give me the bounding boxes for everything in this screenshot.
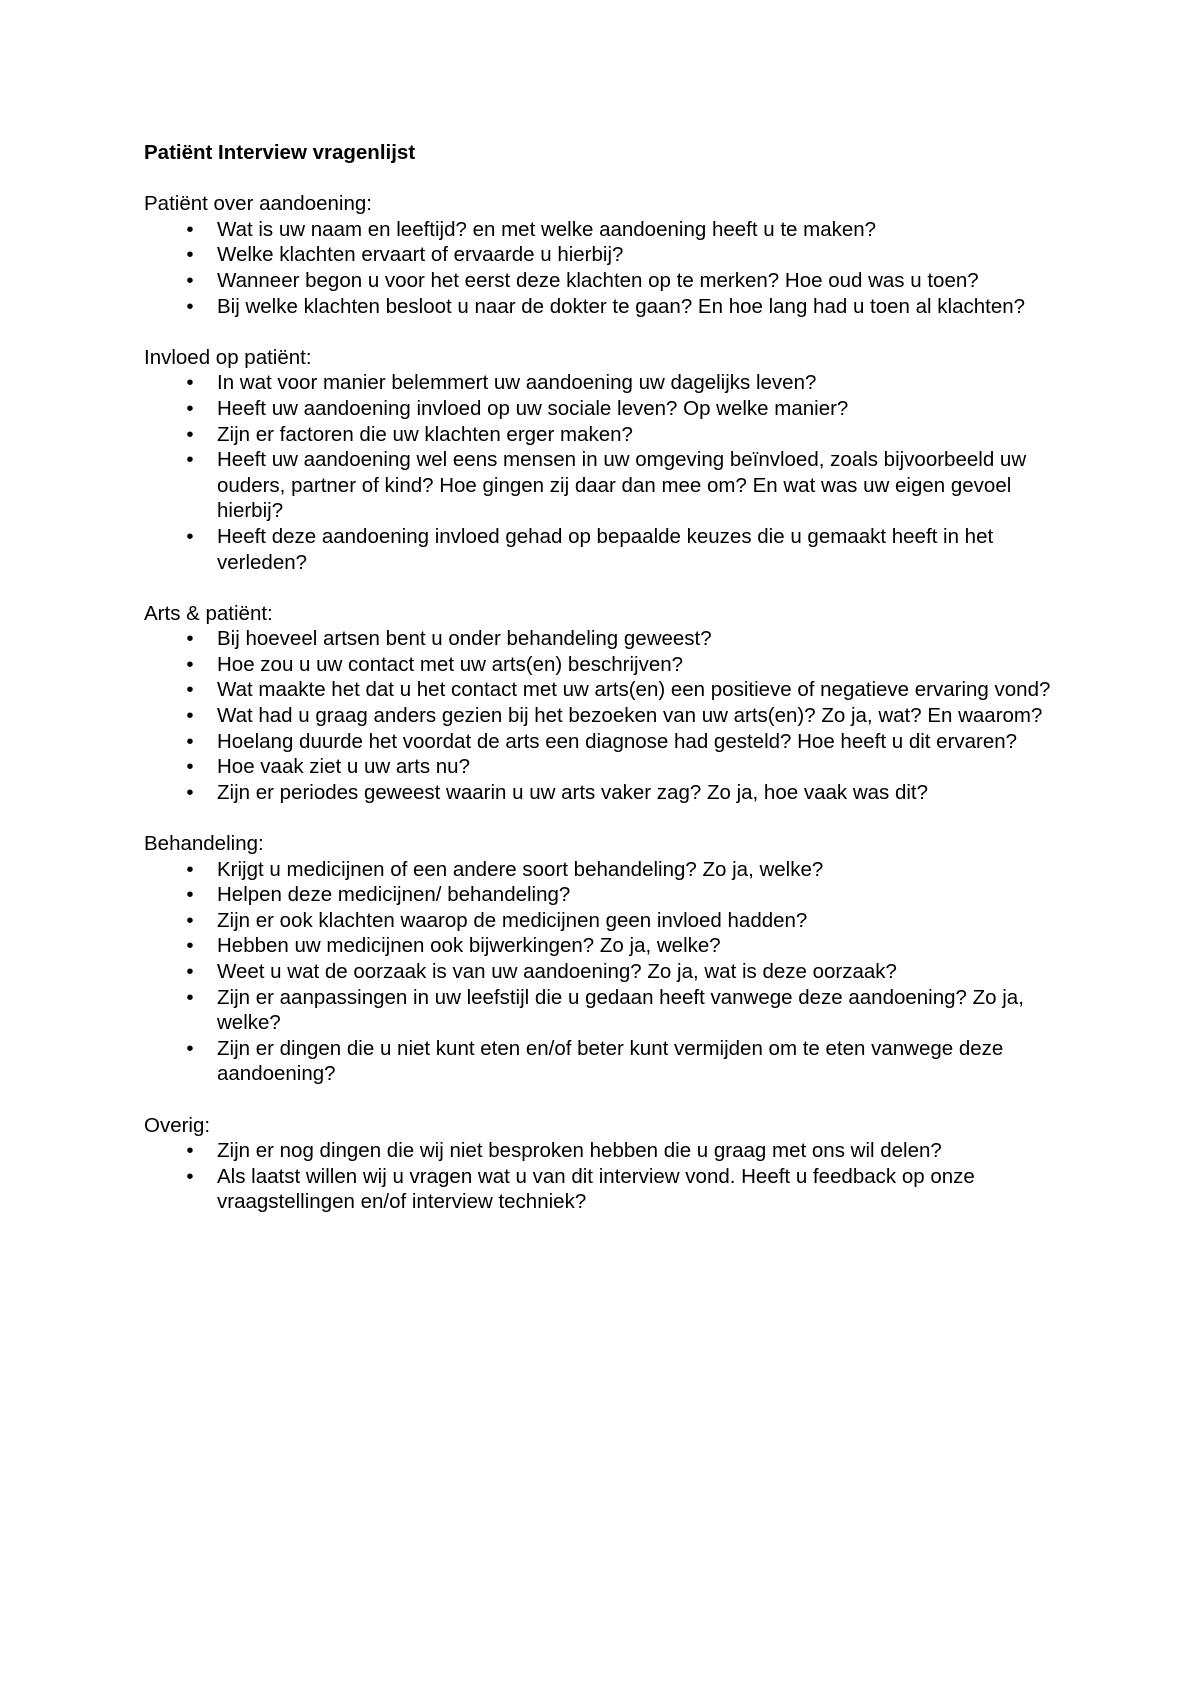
section (144, 345, 1064, 575)
question-item (144, 217, 1064, 243)
bullet-icon: • (186, 268, 194, 292)
bullet-icon: • (186, 729, 194, 753)
bullet-icon: • (186, 908, 194, 932)
question-item (144, 1164, 1064, 1215)
section-heading: Patiënt over aandoening: (144, 192, 372, 216)
question-item (144, 396, 1064, 422)
question-item (144, 729, 1064, 755)
question-text: Welke klachten ervaart of ervaarde u hierbij? (217, 243, 624, 267)
question-item (144, 652, 1064, 678)
bullet-icon: • (186, 960, 194, 983)
question-text: Heeft uw aandoening invloed op uw sociale leven? Op welke manier? (217, 396, 849, 420)
question-text: Heeft deze aandoening invloed gehad op bepaalde keuzes die u gemaakt heeft in het verleden? (217, 524, 994, 574)
question-item (144, 959, 1064, 985)
bullet-icon: • (186, 422, 194, 446)
bullet-icon: • (186, 1036, 194, 1060)
question-item (144, 703, 1064, 729)
question-list (144, 626, 1064, 805)
bullet-icon: • (186, 704, 194, 728)
question-list (144, 370, 1064, 575)
question-text: Zijn er nog dingen die wij niet besproken hebben die u graag met ons wil delen? (217, 1139, 942, 1163)
bullet-icon: • (186, 857, 194, 881)
document-page (144, 140, 1064, 1241)
question-text: Helpen deze medicijnen/ behandeling? (217, 883, 571, 907)
question-item (144, 754, 1064, 780)
question-item (144, 882, 1064, 908)
section-heading: Overig: (144, 1113, 211, 1137)
bullet-icon: • (186, 1164, 194, 1188)
question-item (144, 626, 1064, 652)
question-text: Zijn er dingen die u niet kunt eten en/of beter kunt vermijden om te eten vanwege deze aandoening? (217, 1036, 1004, 1086)
question-text: In wat voor manier belemmert uw aandoening uw dagelijks leven? (217, 371, 817, 395)
bullet-icon: • (186, 780, 194, 804)
question-item (144, 1138, 1064, 1164)
bullet-icon: • (186, 396, 194, 420)
question-text: Zijn er aanpassingen in uw leefstijl die u gedaan heeft vanwege deze aandoening? Zo ja, welke? (217, 985, 1024, 1035)
question-text: Zijn er ook klachten waarop de medicijnen geen invloed hadden? (217, 908, 808, 932)
question-text: Hebben uw medicijnen ook bijwerkingen? Zo ja, welke? (217, 934, 721, 958)
document-title: Patiënt Interview vragenlijst (144, 141, 416, 164)
bullet-icon: • (186, 243, 194, 267)
question-text: Heeft uw aandoening wel eens mensen in uw omgeving beïnvloed, zoals bijvoorbeeld uw ouders, partner of kind? Hoe gingen zij daar dan mee om? En wat was uw eigen gevoel hierbij? (217, 448, 1027, 523)
bullet-icon: • (186, 627, 194, 651)
question-item (144, 242, 1064, 268)
section (144, 601, 1064, 806)
question-text: Hoelang duurde het voordat de arts een diagnose had gesteld? Hoe heeft u dit ervaren? (217, 729, 1018, 753)
question-text: Wat had u graag anders gezien bij het bezoeken van uw arts(en)? Zo ja, wat? En waarom? (217, 704, 1043, 728)
question-item (144, 933, 1064, 959)
question-text: Zijn er factoren die uw klachten erger maken? (217, 422, 633, 446)
bullet-icon: • (186, 934, 194, 958)
question-item (144, 294, 1064, 320)
question-text: Als laatst willen wij u vragen wat u van dit interview vond. Heeft u feedback op onze vraagstellingen en/of interview techniek? (217, 1164, 975, 1214)
question-item (144, 268, 1064, 294)
question-text: Krijgt u medicijnen of een andere soort behandeling? Zo ja, welke? (217, 857, 824, 881)
bullet-icon: • (186, 371, 194, 395)
question-item (144, 422, 1064, 448)
bullet-icon: • (186, 448, 194, 472)
section-heading: Arts & patiënt: (144, 601, 273, 625)
question-text: Wanneer begon u voor het eerst deze klachten op te merken? Hoe oud was u toen? (217, 268, 979, 292)
question-text: Bij hoeveel artsen bent u onder behandeling geweest? (217, 627, 712, 651)
sections-container (144, 191, 1064, 1215)
question-text: Hoe vaak ziet u uw arts nu? (217, 755, 470, 779)
question-list (144, 217, 1064, 319)
section-heading: Behandeling: (144, 832, 264, 856)
bullet-icon: • (186, 1139, 194, 1163)
question-item (144, 985, 1064, 1036)
question-text: Weet u wat de oorzaak is van uw aandoening? Zo ja, wat is deze oorzaak? (217, 960, 897, 983)
question-item (144, 908, 1064, 934)
bullet-icon: • (186, 294, 194, 318)
question-text: Hoe zou u uw contact met uw arts(en) beschrijven? (217, 652, 684, 676)
question-text: Wat is uw naam en leeftijd? en met welke aandoening heeft u te maken? (217, 217, 877, 241)
question-text: Zijn er periodes geweest waarin u uw arts vaker zag? Zo ja, hoe vaak was dit? (217, 780, 929, 804)
section (144, 191, 1064, 319)
question-text: Bij welke klachten besloot u naar de dokter te gaan? En hoe lang had u toen al klachten? (217, 294, 1026, 318)
section (144, 1113, 1064, 1215)
question-item (144, 1036, 1064, 1087)
question-item (144, 857, 1064, 883)
question-item (144, 677, 1064, 703)
question-list (144, 1138, 1064, 1215)
bullet-icon: • (186, 217, 194, 241)
question-item (144, 447, 1064, 524)
question-text: Wat maakte het dat u het contact met uw arts(en) een positieve of negatieve ervaring vond? (217, 678, 1051, 702)
section-heading: Invloed op patiënt: (144, 345, 312, 369)
bullet-icon: • (186, 678, 194, 702)
bullet-icon: • (186, 883, 194, 907)
question-list (144, 857, 1064, 1087)
bullet-icon: • (186, 652, 194, 676)
question-item (144, 370, 1064, 396)
bullet-icon: • (186, 524, 194, 548)
question-item (144, 780, 1064, 806)
question-item (144, 524, 1064, 575)
bullet-icon: • (186, 755, 194, 779)
section (144, 831, 1064, 1087)
bullet-icon: • (186, 985, 194, 1009)
